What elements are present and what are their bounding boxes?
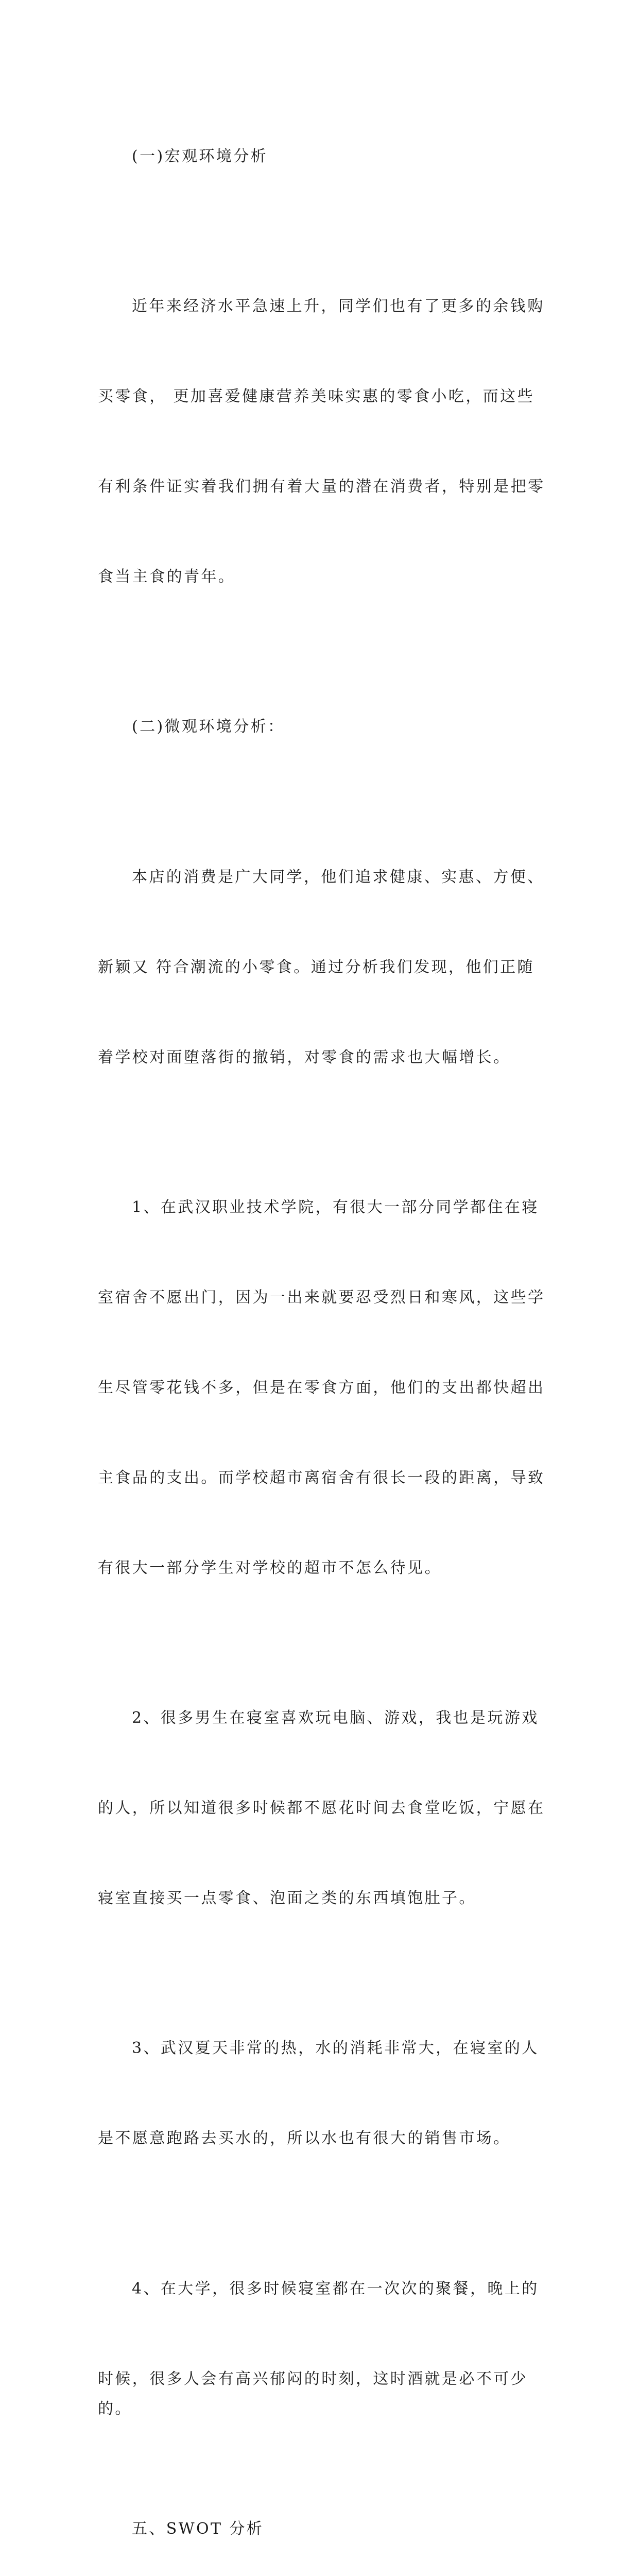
heading-micro-environment <box>98 652 551 802</box>
text-line: 室宿舍不愿出门，因为一出来就要忍受烈日和寒风，这些学 <box>98 1288 545 1307</box>
text-line: (一)宏观环境分析 <box>132 147 268 165</box>
text-line: 的人，所以知道很多时候都不愿花时间去食堂吃饭，宁愿在 <box>98 1799 545 1817</box>
text-line: 有很大一部分学生对学校的超市不怎么待见。 <box>98 1558 442 1577</box>
text-line: 食当主食的青年。 <box>98 567 236 586</box>
paragraph-point-2 <box>98 1643 551 1973</box>
text-line: (二)微观环境分析： <box>132 718 285 736</box>
text-line: 时候，很多人会有高兴郁闷的时刻，这时酒就是必不可少的。 <box>98 2369 528 2418</box>
text-line: 着学校对面堕落街的撤销，对零食的需求也大幅增长。 <box>98 1048 511 1066</box>
paragraph-point-1 <box>98 1132 551 1643</box>
text-line: 买零食， 更加喜爱健康营养美味实惠的零食小吃，而这些 <box>98 387 534 405</box>
text-line: 3、武汉夏天非常的热，水的消耗非常大，在寝室的人 <box>132 2039 539 2058</box>
document-body <box>98 81 551 2576</box>
text-line: 生尽管零花钱不多，但是在零食方面，他们的支出都快超出 <box>98 1378 545 1397</box>
heading-swot-analysis <box>98 2454 551 2576</box>
text-line: 五、SWOT 分析 <box>132 2520 264 2538</box>
text-line: 4、在大学，很多时候寝室都在一次次的聚餐，晚上的 <box>132 2279 539 2298</box>
text-line: 主食品的支出。而学校超市离宿舍有很长一段的距离，导致 <box>98 1468 545 1487</box>
text-line: 是不愿意跑路去买水的，所以水也有很大的销售市场。 <box>98 2129 511 2148</box>
paragraph-micro-analysis <box>98 802 551 1132</box>
text-line: 2、很多男生在寝室喜欢玩电脑、游戏，我也是玩游戏 <box>132 1709 539 1727</box>
paragraph-point-4 <box>98 2214 551 2454</box>
paragraph-point-3 <box>98 1974 551 2214</box>
text-line: 有利条件证实着我们拥有着大量的潜在消费者，特别是把零 <box>98 477 545 496</box>
heading-macro-environment <box>98 81 551 231</box>
text-line: 1、在武汉职业技术学院，有很大一部分同学都住在寝 <box>132 1198 539 1216</box>
paragraph-macro-analysis <box>98 231 551 652</box>
text-line: 本店的消费是广大同学，他们追求健康、实惠、方便、 <box>132 868 545 886</box>
text-line: 寝室直接买一点零食、泡面之类的东西填饱肚子。 <box>98 1889 476 1907</box>
text-line: 新颖又 符合潮流的小零食。通过分析我们发现，他们正随 <box>98 958 534 976</box>
text-line: 近年来经济水平急速上升，同学们也有了更多的余钱购 <box>132 297 545 316</box>
